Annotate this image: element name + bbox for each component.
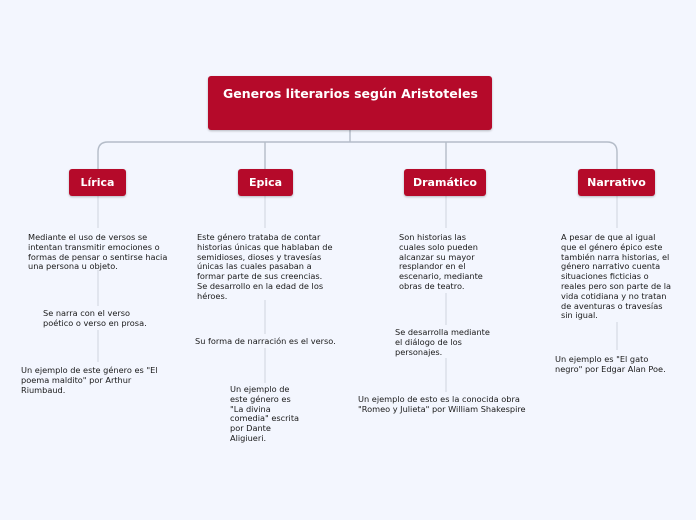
dramatico-note-definition[interactable]: Son historias las cuales solo pueden alcanzar su mayor resplandor en el escenario, mediante obras de teatro. [399, 232, 483, 291]
narrativo-note-example[interactable]: Un ejemplo es "El gato negro" por Edgar Alan Poe. [555, 354, 666, 374]
epica-note-form[interactable]: Su forma de narración es el verso. [195, 336, 336, 346]
dramatico-note-example[interactable]: Un ejemplo de esto es la conocida obra "Romeo y Julieta" por William Shakespire [358, 394, 526, 414]
topic-narrativo[interactable]: Narrativo [578, 169, 655, 196]
topic-lirica[interactable]: Lírica [69, 169, 126, 196]
topic-epica[interactable]: Epica [238, 169, 293, 196]
lirica-note-form[interactable]: Se narra con el verso poético o verso en prosa. [43, 308, 147, 328]
epica-note-example[interactable]: Un ejemplo de este género es "La divina comedia" escrita por Dante Aligiueri. [230, 384, 300, 443]
root-topic[interactable]: Generos literarios según Aristoteles [208, 76, 492, 130]
lirica-note-example[interactable]: Un ejemplo de este género es "El poema maldito" por Arthur Riumbaud. [21, 365, 158, 395]
lirica-note-definition[interactable]: Mediante el uso de versos se intentan transmitir emociones o formas de pensar o sentirse hacia una persona u objeto. [28, 232, 168, 272]
epica-note-definition[interactable]: Este género trataba de contar historias únicas que hablaban de semidioses, dioses y travesías únicas las cuales pasaban a formar parte de sus creencias. Se desarrollo en la edad de los héroes. [197, 232, 333, 301]
branch-bar-connector [98, 142, 617, 169]
topic-dramatico[interactable]: Dramático [404, 169, 486, 196]
dramatico-note-form[interactable]: Se desarrolla mediante el diálogo de los personajes. [395, 327, 490, 357]
narrativo-note-definition[interactable]: A pesar de que al igual que el género épico este también narra historias, el género narrativo cuenta situaciones ficticias o reales pero son parte de la vida cotidiana y no tratan de aventuras o travesías sin igual. [561, 232, 672, 321]
